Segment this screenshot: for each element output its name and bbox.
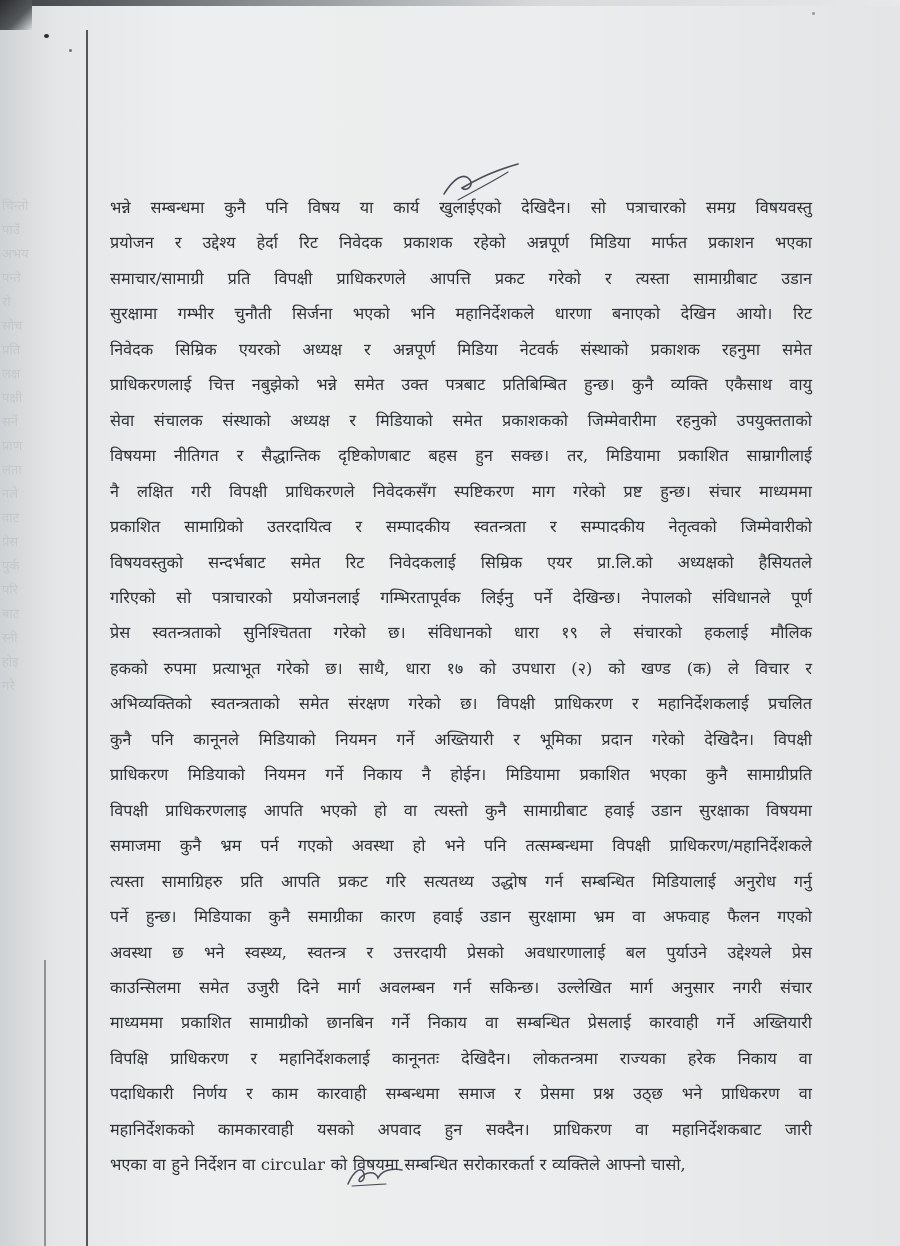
bleed-fragment: गरे — [2, 679, 15, 694]
bleed-fragment: वाट — [2, 511, 20, 526]
text-line: गरिएको सो पत्राचारको प्रयोजनलाई गम्भिरतापूर्वक लिईनु पर्ने देखिन्छ। नेपालको संविधानले पूर्ण — [110, 587, 812, 607]
text-line: काउन्सिलमा समेत उजुरी दिने मार्ग अवलम्बन गर्न सकिन्छ। उल्लेखित मार्ग अनुसार नगरी संचार — [110, 977, 812, 997]
text-line: भन्ने सम्बन्धमा कुनै पनि विषय या कार्य खुलाईएको देखिदैन। सो पत्राचारको समग्र विषयवस्तु — [110, 198, 812, 217]
bleed-fragment: परि — [2, 583, 19, 598]
text-line: महानिर्देशकको कामकारवाही यसको अपवाद हुन सक्दैन। प्राधिकरण वा महानिर्देशकबाट जारी — [110, 1119, 812, 1139]
bleed-fragment: सर्ने — [2, 415, 19, 430]
scan-corner-shadow — [0, 0, 32, 30]
bleed-fragment: चिन्तो — [2, 199, 29, 214]
text-line: सुरक्षामा गम्भीर चुनौती सिर्जना भएको भनि महानिर्देशकले धारणा बनाएको देखिन आयो। रिट — [110, 304, 812, 324]
text-line: विपक्षि प्राधिकरण र महानिर्देशकलाई कानूनतः देखिदैन। लोकतन्त्रमा राज्यका हरेक निकाय वा — [110, 1048, 812, 1068]
bleed-fragment: पन्ते — [2, 271, 21, 286]
bleed-fragment: नले — [2, 487, 19, 502]
page-speck — [69, 49, 72, 52]
bleed-through-text — [2, 195, 74, 755]
text-line: विषयमा नीतिगत र सैद्धान्तिक दृष्टिकोणबाट बहस हुन सक्छ। तर, मिडियामा प्रकाशित साम्रागीलाई — [110, 446, 812, 466]
bleed-fragment: सोच — [2, 319, 23, 334]
bleed-fragment: पुर्क — [2, 559, 20, 574]
text-line: कुनै पनि कानूनले मिडियाको नियमन गर्ने अख्तियारी र भूमिका प्रदान गरेको देखिदैन। विपक्षी — [110, 729, 812, 749]
document-body — [110, 190, 812, 1183]
text-line: नै लक्षित गरी विपक्षी प्राधिकरणले निवेदकसँग स्पष्टिकरण माग गरेको प्रष्ट हुन्छ। संचार माध्यममा — [110, 481, 812, 501]
text-line: विपक्षी प्राधिकरणलाइ आपति भएको हो वा त्यस्तो कुनै सामाग्रीबाट हवाई उडान सुरक्षाका विषयमा — [110, 800, 812, 820]
text-line: प्राधिकरणलाई चित्त नबुझेको भन्ने समेत उक्त पत्रबाट प्रतिबिम्बित हुन्छ। कुनै व्यक्ति एकैसाथ वायु — [110, 375, 812, 395]
bleed-fragment: पाउँ — [2, 223, 20, 238]
bleed-fragment: पक्षी — [2, 391, 23, 406]
text-line: विषयवस्तुको सन्दर्भबाट समेत रिट निवेदकलाई सिम्रिक एयर प्रा.लि.को अध्यक्षको हैसियतले — [110, 552, 812, 572]
bleed-fragment: होइ — [2, 655, 19, 670]
text-line: पदाधिकारी निर्णय र काम कारवाही सम्बन्धमा समाज र प्रेसमा प्रश्न उठ्छ भने प्राधिकरण वा — [110, 1084, 812, 1104]
text-line: अभिव्यक्तिको स्वतन्त्रताको समेत संरक्षण गरेको छ। विपक्षी प्राधिकरण र महानिर्देशकलाई प्रचलित — [110, 694, 812, 714]
bleed-fragment: लक्ष — [2, 367, 21, 382]
text-line: हकको रुपमा प्रत्याभूत गरेको छ। साथै, धारा १७ को उपधारा (२) को खण्ड (क) ले विचार र — [110, 658, 812, 678]
bleed-fragment: लता — [2, 463, 22, 478]
bleed-fragment: बाट — [2, 607, 20, 622]
scan-top-edge — [0, 0, 900, 6]
text-line: समाचार/सामाग्री प्रति विपक्षी प्राधिकरणले आपत्ति प्रकट गरेको र त्यस्ता सामाग्रीबाट उडान — [110, 268, 812, 288]
text-line: निवेदक सिम्रिक एयरको अध्यक्ष र अन्नपूर्ण मिडिया नेटवर्क संस्थाको प्रकाशक रहनुमा समेत — [110, 339, 812, 359]
left-margin-rule — [86, 30, 88, 1246]
text-line: प्रकाशित सामाग्रिको उतरदायित्व र सम्पादकीय स्वतन्त्रता र सम्पादकीय नेतृत्वको जिम्मेवारीको — [110, 517, 812, 537]
bleed-fragment: अभय — [2, 247, 29, 262]
bleed-fragment: प्रति — [2, 343, 21, 358]
text-line: सेवा संचालक संस्थाको अध्यक्ष र मिडियाको समेत प्रकाशकको जिम्मेवारीमा रहनुको उपयुक्तताको — [110, 410, 812, 430]
text-line: त्यस्ता सामाग्रिहरु प्रति आपति प्रकट गरि सत्यतथ्य उद्धोष गर्न सम्बन्धित मिडियालाई अनुरोध गर्नु — [110, 871, 812, 891]
bleed-fragment: स्नी — [2, 631, 18, 646]
text-line: प्रयोजन र उद्देश्य हेर्दा रिट निवेदक प्रकाशक रहेको अन्नपूर्ण मिडिया मार्फत प्रकाशन भएका — [110, 233, 812, 253]
text-line: प्राधिकरण मिडियाको नियमन गर्ने निकाय नै होईन। मिडियामा प्रकाशित भएका कुनै सामाग्रीप्रति — [110, 765, 812, 785]
text-line: अवस्था छ भने स्वस्थ्य, स्वतन्त्र र उत्तरदायी प्रेसको अवधारणालाई बल पुर्याउने उद्देश्यले प्रेस — [110, 942, 812, 962]
page-speck — [44, 34, 49, 38]
left-edge-rule — [44, 960, 46, 1246]
bleed-fragment: प्राण — [2, 439, 23, 454]
text-line: प्रेस स्वतन्त्रताको सुनिश्चितता गरेको छ। संविधानको धारा १९ ले संचारको हकलाई मौलिक — [110, 623, 812, 643]
bleed-fragment: रो — [2, 295, 11, 310]
bleed-fragment: प्रेस — [2, 535, 19, 550]
text-line: माध्यममा प्रकाशित सामाग्रीको छानबिन गर्ने निकाय वा सम्बन्धित प्रेसलाई कारवाही गर्ने अख्तियारी — [110, 1013, 812, 1033]
page-speck — [812, 12, 815, 15]
text-line: भएका वा हुने निर्देशन वा circular को विषयमा सम्बन्धित सरोकारकर्ता र व्यक्तिले आफ्नो चासो, — [110, 1155, 686, 1175]
text-line: पर्ने हुन्छ। मिडियाका कुनै समाग्रीका कारण हवाई उडान सुरक्षामा भ्रम वा अफवाह फैलन गएको — [110, 907, 812, 927]
text-line: समाजमा कुनै भ्रम पर्न गएको अवस्था हो भने पनि तत्सम्बन्धमा विपक्षी प्राधिकरण/महानिर्देशकले — [110, 836, 812, 856]
